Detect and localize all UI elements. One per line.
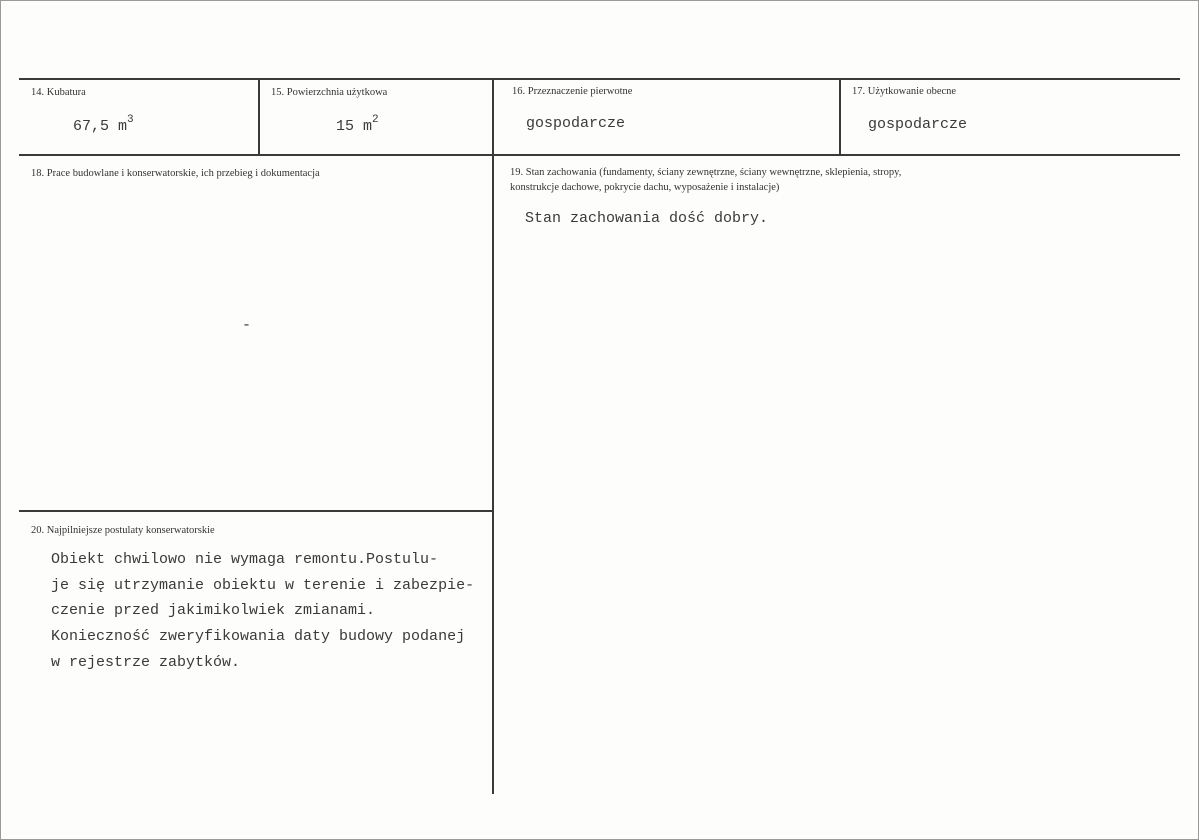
field-19-value: Stan zachowania dość dobry. (525, 210, 769, 227)
field-17-label: 17. Użytkowanie obecne (852, 86, 957, 97)
main-vertical-divider (492, 78, 494, 794)
top-rule (19, 78, 1180, 80)
field-19-label-line2: konstrukcje dachowe, pokrycie dachu, wyposażenie i instalacje) (510, 182, 780, 193)
field-16-value: gospodarcze (526, 115, 626, 132)
field-18-label: 18. Prace budowlane i konserwatorskie, ich przebieg i dokumentacja (31, 168, 320, 179)
divider-14-15 (258, 78, 260, 155)
field-20-line-3: czenie przed jakimikolwiek zmianami. (51, 602, 376, 619)
field-20-label: 20. Najpilniejsze postulaty konserwatorskie (31, 525, 215, 536)
field-20-line-1: Obiekt chwilowo nie wymaga remontu.Postulu- (51, 551, 439, 568)
field-16-label: 16. Przeznaczenie pierwotne (512, 86, 633, 97)
row1-bottom-rule (19, 154, 1180, 156)
volume-value: 67,5 m (73, 118, 128, 135)
section18-bottom-rule (19, 510, 492, 512)
field-15-value (336, 109, 379, 140)
field-20-line-2: je się utrzymanie obiektu w terenie i zabezpie- (51, 577, 475, 594)
area-value: 15 m (336, 118, 373, 135)
field-19-label-line1: 19. Stan zachowania (fundamenty, ściany zewnętrzne, ściany wewnętrzne, sklepienia, stropy, (510, 167, 902, 178)
field-20-line-4: Konieczność zweryfikowania daty budowy podanej (51, 628, 466, 645)
volume-unit-exponent: 3 (127, 114, 134, 126)
field-17-value: gospodarcze (868, 116, 968, 133)
divider-16-17 (839, 78, 841, 155)
field-20-line-5: w rejestrze zabytków. (51, 654, 241, 671)
field-14-label: 14. Kubatura (31, 87, 86, 98)
area-unit-exponent: 2 (372, 114, 379, 126)
field-14-value (73, 109, 134, 140)
field-15-label: 15. Powierzchnia użytkowa (271, 87, 388, 98)
field-18-value: - (242, 317, 252, 334)
